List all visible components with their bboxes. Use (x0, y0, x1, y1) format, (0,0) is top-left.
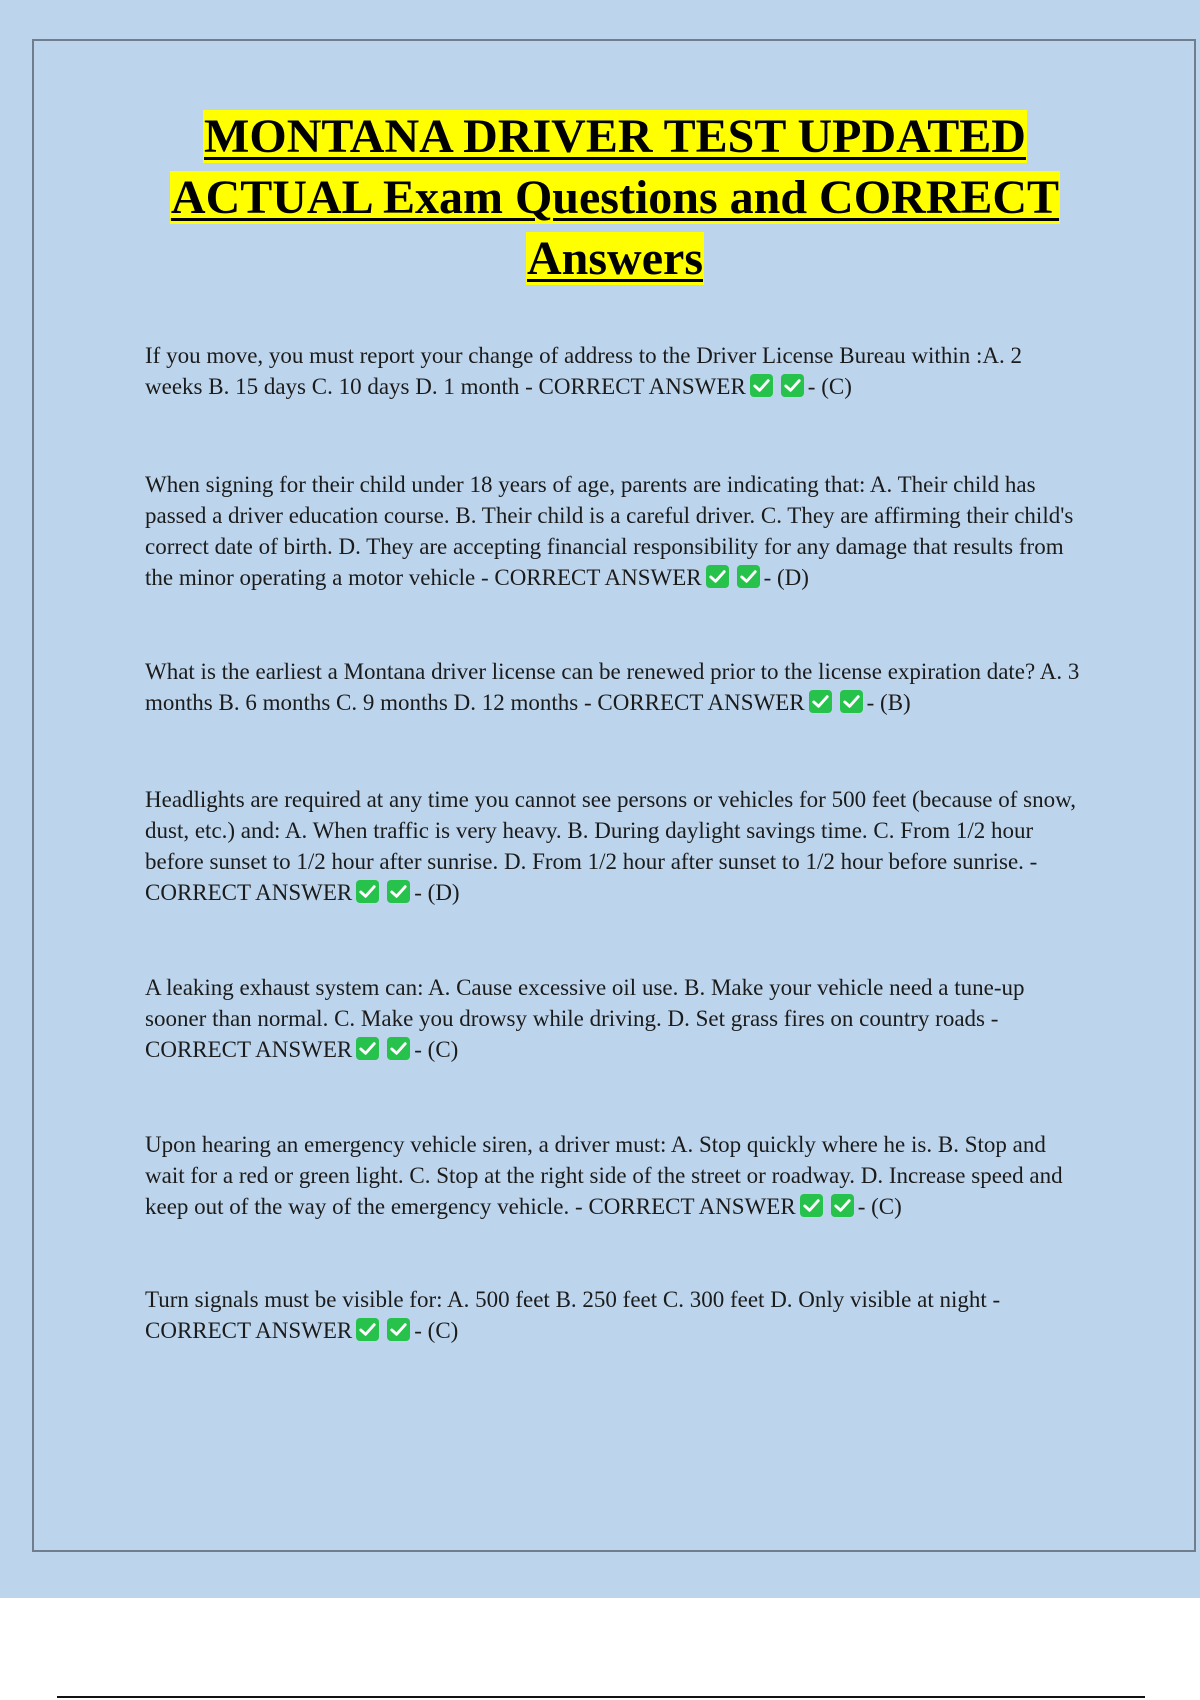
question-item-3 (145, 656, 1085, 718)
check-icon (800, 1194, 823, 1217)
check-icon (840, 690, 863, 713)
title-line-1: MONTANA DRIVER TEST UPDATED (204, 110, 1026, 163)
check-icon (387, 880, 410, 903)
title-line-2: ACTUAL Exam Questions and CORRECT (170, 171, 1060, 224)
check-icon (750, 374, 773, 397)
question-text: Upon hearing an emergency vehicle siren, a driver must: A. Stop quickly where he is. B. Stop and wait for a red or green light. C. Stop at the right side of the street or roadway. D. Increase speed and keep out of the way of the emergency vehicle. - (145, 1132, 1063, 1219)
title-heading (110, 106, 1120, 289)
correct-answer-label: CORRECT ANSWER (145, 1037, 353, 1062)
check-icon (737, 565, 760, 588)
check-icon (356, 1318, 379, 1341)
question-item-6 (145, 1129, 1085, 1222)
check-icon (387, 1318, 410, 1341)
correct-answer-value: - (D) (763, 565, 809, 590)
correct-answer-value: - (C) (414, 1037, 459, 1062)
question-item-7 (145, 1284, 1085, 1346)
question-text: If you move, you must report your change of address to the Driver License Bureau within :A. 2 weeks B. 15 days C. 10 days D. 1 month - (145, 343, 1022, 399)
correct-answer-value: - (B) (866, 690, 911, 715)
correct-answer-label: CORRECT ANSWER (494, 565, 702, 590)
question-text: What is the earliest a Montana driver license can be renewed prior to the license expiration date? A. 3 months B. 6 months C. 9 months D. 12 months - (145, 659, 1080, 715)
answer-line (145, 1037, 458, 1062)
check-icon (387, 1037, 410, 1060)
correct-answer-value: - (C) (807, 374, 852, 399)
correct-answer-value: - (D) (414, 880, 460, 905)
correct-answer-label: CORRECT ANSWER (588, 1194, 796, 1219)
check-icon (831, 1194, 854, 1217)
bottom-divider (57, 1696, 1145, 1698)
question-text: When signing for their child under 18 years of age, parents are indicating that: A. Their child has passed a driver education course. B. Their child is a careful driver. C. They are affirming their child's correct date of birth. D. They are accepting financial responsibility for any damage that results from the minor operating a motor vehicle - (145, 472, 1074, 590)
check-icon (356, 1037, 379, 1060)
correct-answer-label: CORRECT ANSWER (538, 374, 746, 399)
answer-line (539, 374, 852, 399)
answer-line (145, 880, 460, 905)
answer-line (588, 1194, 901, 1219)
answer-line (145, 1318, 458, 1343)
document-title (110, 106, 1120, 289)
check-icon (356, 880, 379, 903)
correct-answer-label: CORRECT ANSWER (145, 880, 353, 905)
title-line-3: Answers (527, 232, 703, 285)
check-icon (781, 374, 804, 397)
answer-line (494, 565, 809, 590)
question-item-2 (145, 469, 1085, 593)
question-item-5 (145, 972, 1085, 1065)
question-text: Headlights are required at any time you cannot see persons or vehicles for 500 feet (because of snow, dust, etc.) and: A. When traffic is very heavy. B. During daylight savings time. C. From 1/2 hour before sunset to 1/2 hour after sunrise. D. From 1/2 hour after sunset to 1/2 hour before sunrise. - (145, 787, 1076, 874)
correct-answer-value: - (C) (414, 1318, 459, 1343)
correct-answer-label: CORRECT ANSWER (145, 1318, 353, 1343)
correct-answer-value: - (C) (857, 1194, 902, 1219)
answer-line (597, 690, 910, 715)
question-item-1 (145, 340, 1085, 402)
correct-answer-label: CORRECT ANSWER (597, 690, 805, 715)
question-text: Turn signals must be visible for: A. 500 feet B. 250 feet C. 300 feet D. Only visible at night - (145, 1287, 1001, 1312)
question-item-4 (145, 784, 1085, 908)
check-icon (706, 565, 729, 588)
question-text: A leaking exhaust system can: A. Cause excessive oil use. B. Make your vehicle need a tune-up sooner than normal. C. Make you drowsy while driving. D. Set grass fires on country roads - (145, 975, 1025, 1031)
check-icon (809, 690, 832, 713)
